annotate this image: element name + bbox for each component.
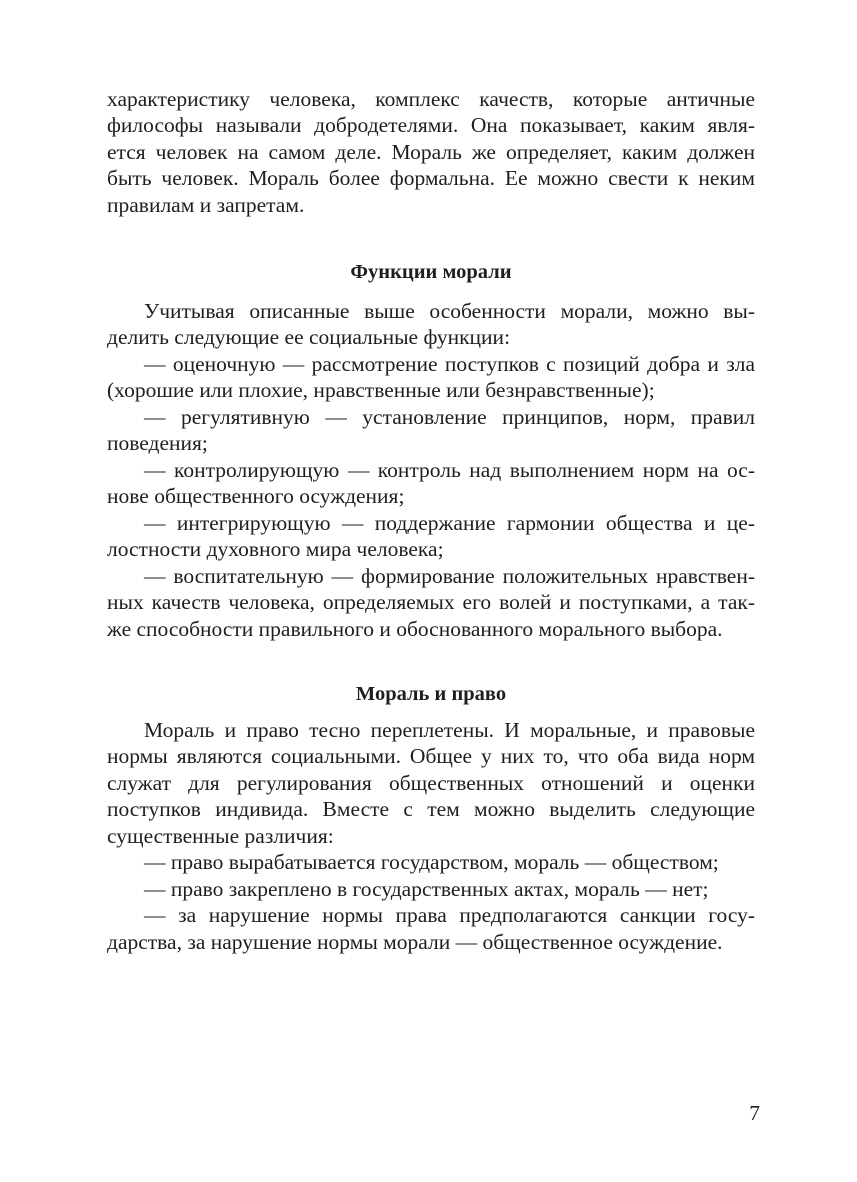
list-item: — за нарушение нормы права предполагаются санкции госу- — [144, 903, 755, 927]
text-line: нове общественного осуждения; — [107, 484, 405, 508]
text-line: служат для регулирования общественных отношений и оценки — [107, 771, 755, 795]
list-item: — право вырабатывается государством, мораль — обществом; — [144, 850, 719, 874]
text-line: ных качеств человека, определяемых его волей и поступками, а так- — [107, 590, 755, 614]
text-line: дарства, за нарушение нормы морали — общественное осуждение. — [107, 930, 723, 954]
text-line: поведения; — [107, 431, 208, 455]
text-line: (хорошие или плохие, нравственные или безнравственные); — [107, 378, 655, 402]
section-heading-functions: Функции морали — [350, 261, 512, 283]
list-item: — право закреплено в государственных актах, мораль — нет; — [144, 877, 709, 901]
text-line: же способности правильного и обоснованного морального выбора. — [107, 617, 723, 641]
list-item: — контролирующую — контроль над выполнением норм на ос- — [144, 458, 755, 482]
text-line: Мораль и право тесно переплетены. И моральные, и правовые — [144, 718, 755, 742]
text-line: правилам и запретам. — [107, 193, 305, 217]
text-line: лостности духовного мира человека; — [107, 537, 444, 561]
list-item: — оценочную — рассмотрение поступков с позиций добра и зла — [144, 352, 755, 376]
page-number: 7 — [749, 1101, 760, 1125]
text-line: делить следующие ее социальные функции: — [107, 325, 511, 349]
text-line: поступков индивида. Вместе с тем можно выделить следующие — [107, 797, 755, 821]
text-line: нормы являются социальными. Общее у них то, что оба вида норм — [107, 744, 755, 768]
text-line: Учитывая описанные выше особенности морали, можно вы- — [144, 299, 755, 323]
list-item: — интегрирующую — поддержание гармонии общества и це- — [144, 511, 755, 535]
text-line: существенные различия: — [107, 824, 334, 848]
section-heading-law: Мораль и право — [355, 683, 507, 705]
list-item: — воспитательную — формирование положительных нравствен- — [144, 564, 755, 588]
text-line: ется человек на самом деле. Мораль же определяет, каким должен — [107, 140, 755, 164]
text-line: философы называли добродетелями. Она показывает, каким явля- — [107, 113, 755, 137]
text-line: характеристику человека, комплекс качеств, которые античные — [107, 87, 755, 111]
list-item: — регулятивную — установление принципов, норм, правил — [144, 405, 755, 429]
text-line: быть человек. Мораль более формальна. Ее можно свести к неким — [107, 166, 755, 190]
